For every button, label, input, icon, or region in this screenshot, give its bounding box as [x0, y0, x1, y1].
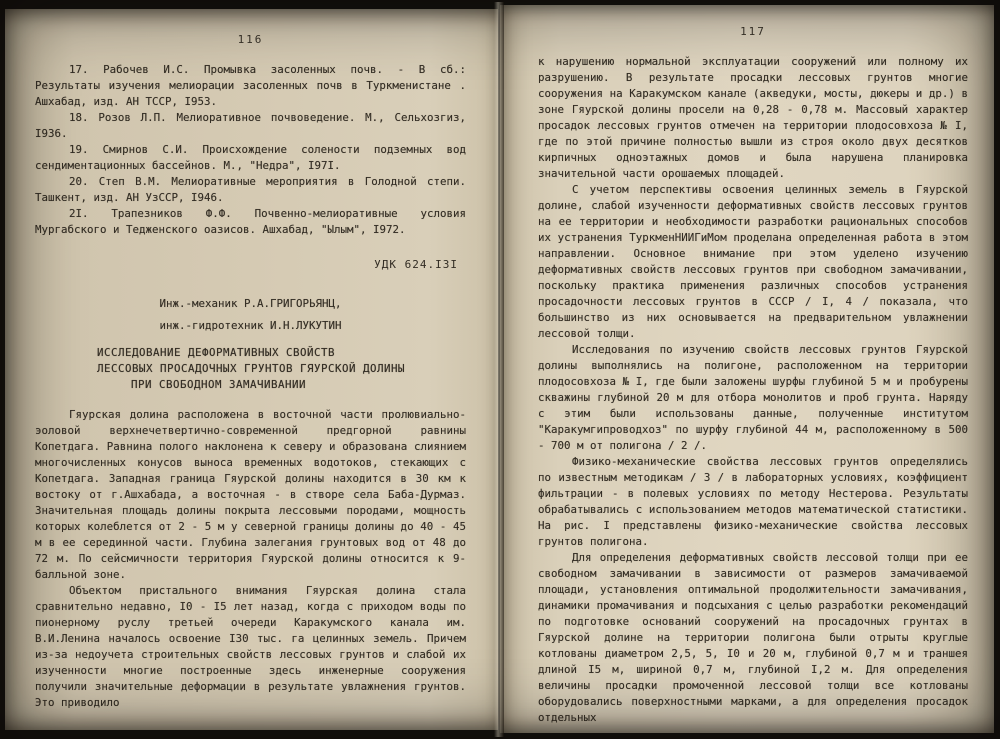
author-line-2: инж.-гидротехник И.Н.ЛУКУТИН [159, 319, 342, 332]
paragraph: Объектом пристального внимания Гяурская долина стала сравнительно недавно, I0 - I5 лет назад, когда с приходом воды по пионерному руслу третьей очереди Каракумского канала им. В.И.Ленина началось освоение I30 тыс. га целинных земель. Причем из-за недоучета строительных свойств лессовых грунтов и слабой их изученности многие построенные здесь инженерные сооружения получили значительные деформации в результате увлажнения грунтов. Это приводило [35, 584, 466, 709]
author-line-1: Инж.-механик Р.А.ГРИГОРЬЯНЦ, [159, 297, 342, 310]
article-title-line-2: ЛЕССОВЫХ ПРОСАДОЧНЫХ ГРУНТОВ ГЯУРСКОЙ ДОЛИНЫ [97, 362, 406, 375]
right-page-body [538, 54, 968, 726]
left-page-body [35, 407, 466, 711]
paragraph: Исследования по изучению свойств лессовых грунтов Гяурской долины выполнялись на полигоне, расположенном на территории плодосовхоза № I, где были заложены шурфы глубиной 5 м и пробурены скважины глубиной 20 м для отбора монолитов и проб грунта. Наряду с этим были использованы данные, полученные институтом "Каракумгипроводхоз" по шурфу глубиной 44 м, расположенному в 500 - 700 м от полигона / 2 /. [538, 343, 968, 452]
authors-block [35, 293, 466, 337]
references-list [35, 62, 466, 238]
paragraph: Гяурская долина расположена в восточной части пролювиально-эоловой верхнечетвертично-современной предгорной равнины Копетдага. Равнина полого наклонена к северу и образована слиянием многочисленных конусов выноса временных водотоков, стекающих с Копетдага. Западная граница Гяурской долины находится в 30 км к востоку от г.Ашхабада, а восточная - в створе села Баба-Дурмаз. Значительная площадь долины покрыта лессовыми породами, мощность которых колеблется от 2 - 5 м у северной границы долины до 40 - 45 м в ее серединной части. Глубина залегания грунтовых вод от 48 до 72 м. По сейсмичности территория Гяурской долины относится к 9-балльной зоне. [35, 408, 466, 581]
article-title-line-3: ПРИ СВОБОДНОМ ЗАМАЧИВАНИИ [131, 378, 307, 391]
reference-entry-19: 19. Смирнов С.И. Происхождение солености подземных вод сендиментационных бассейнов. М., "Недра", I97I. [35, 143, 466, 172]
reference-entry-18: 18. Розов Л.П. Мелиоративное почвоведение. М., Сельхозгиз, I936. [35, 111, 466, 140]
paragraph: Для определения деформативных свойств лессовой толщи при ее свободном замачивании в зависимости от размеров замачиваемой площади, установления оптимальной продолжительности замачивания, динамики промачивания и подсыхания с целью разработки рекомендаций по подготовке оснований сооружений на просадочных грунтах в Гяурской долине на территории полигона были отрыты круглые котлованы диаметром 2,5, 5, I0 и 20 м, глубиной 0,7 м и траншея длиной I5 м, шириной 0,7 м, глубиной I,2 м. Для определения величины просадки промоченной лессовой толщи все котлованы оборудовались поверхностными марками, а для определения просадок отдельных [538, 551, 968, 724]
page-number-right: 117 [740, 25, 766, 38]
reference-entry-20: 20. Степ В.М. Мелиоративные мероприятия в Голодной степи. Ташкент, изд. АН УзССР, I946. [35, 175, 466, 204]
article-title-line-1: ИССЛЕДОВАНИЕ ДЕФОРМАТИВНЫХ СВОЙСТВ [97, 346, 336, 359]
article-title [97, 345, 466, 393]
left-page-content [5, 9, 498, 730]
right-page-content [500, 5, 994, 733]
reference-entry-21: 2I. Трапезников Ф.Ф. Почвенно-мелиоративные условия Мургабского и Тедженского оазисов. Ашхабад, "Ылым", I972. [35, 207, 466, 236]
paragraph-continuation: к нарушению нормальной эксплуатации сооружений или полному их разрушению. В результате просадки лессовых грунтов многие сооружения на Каракумском канале (акведуки, мосты, дюкеры и др.) в зоне Гяурской долины просели на 0,28 - 0,78 м. Массовый характер просадок лессовых грунтов отмечен на территории плодосовхоза № I, где по этой причине полностью вышли из строя около двух десятков кирпичных одноэтажных домов и была нарушена планировка значительной части орошаемых площадей. [538, 55, 968, 180]
paragraph: Физико-механические свойства лессовых грунтов определялись по известным методикам / 3 / в лабораторных условиях, коэффициент фильтрации - в полевых условиях по методу Нестерова. Результаты обрабатывались с использованием методов математической статистики. На рис. I представлены физико-механические свойства лессовых грунтов полигона. [538, 455, 968, 548]
paragraph: С учетом перспективы освоения целинных земель в Гяурской долине, слабой изученности деформативных свойств лессовых грунтов на ее территории и необходимости разработки рациональных способов их устранения ТуркменНИИГиМом проделана определенная работа в этом направлении. Основное внимание при этом уделено изучению деформативных свойств лессовых грунтов при свободном замачивании, поскольку практика применения различных способов устранения просадочности лессовых грунтов в СССР / I, 4 / показала, что большинство из них основывается на предварительном увлажнении лессовой толщи. [538, 183, 968, 340]
reference-entry-17: 17. Рабочев И.С. Промывка засоленных почв. - В сб.: Результаты изучения мелиорации засоленных почв в Туркменистане . Ашхабад, изд. АН ТССР, I953. [35, 63, 466, 108]
right-page [500, 5, 994, 733]
left-page [5, 9, 498, 730]
page-number-left: 116 [237, 33, 264, 46]
udk-classification-label: УДК 624.I3I [374, 258, 458, 271]
